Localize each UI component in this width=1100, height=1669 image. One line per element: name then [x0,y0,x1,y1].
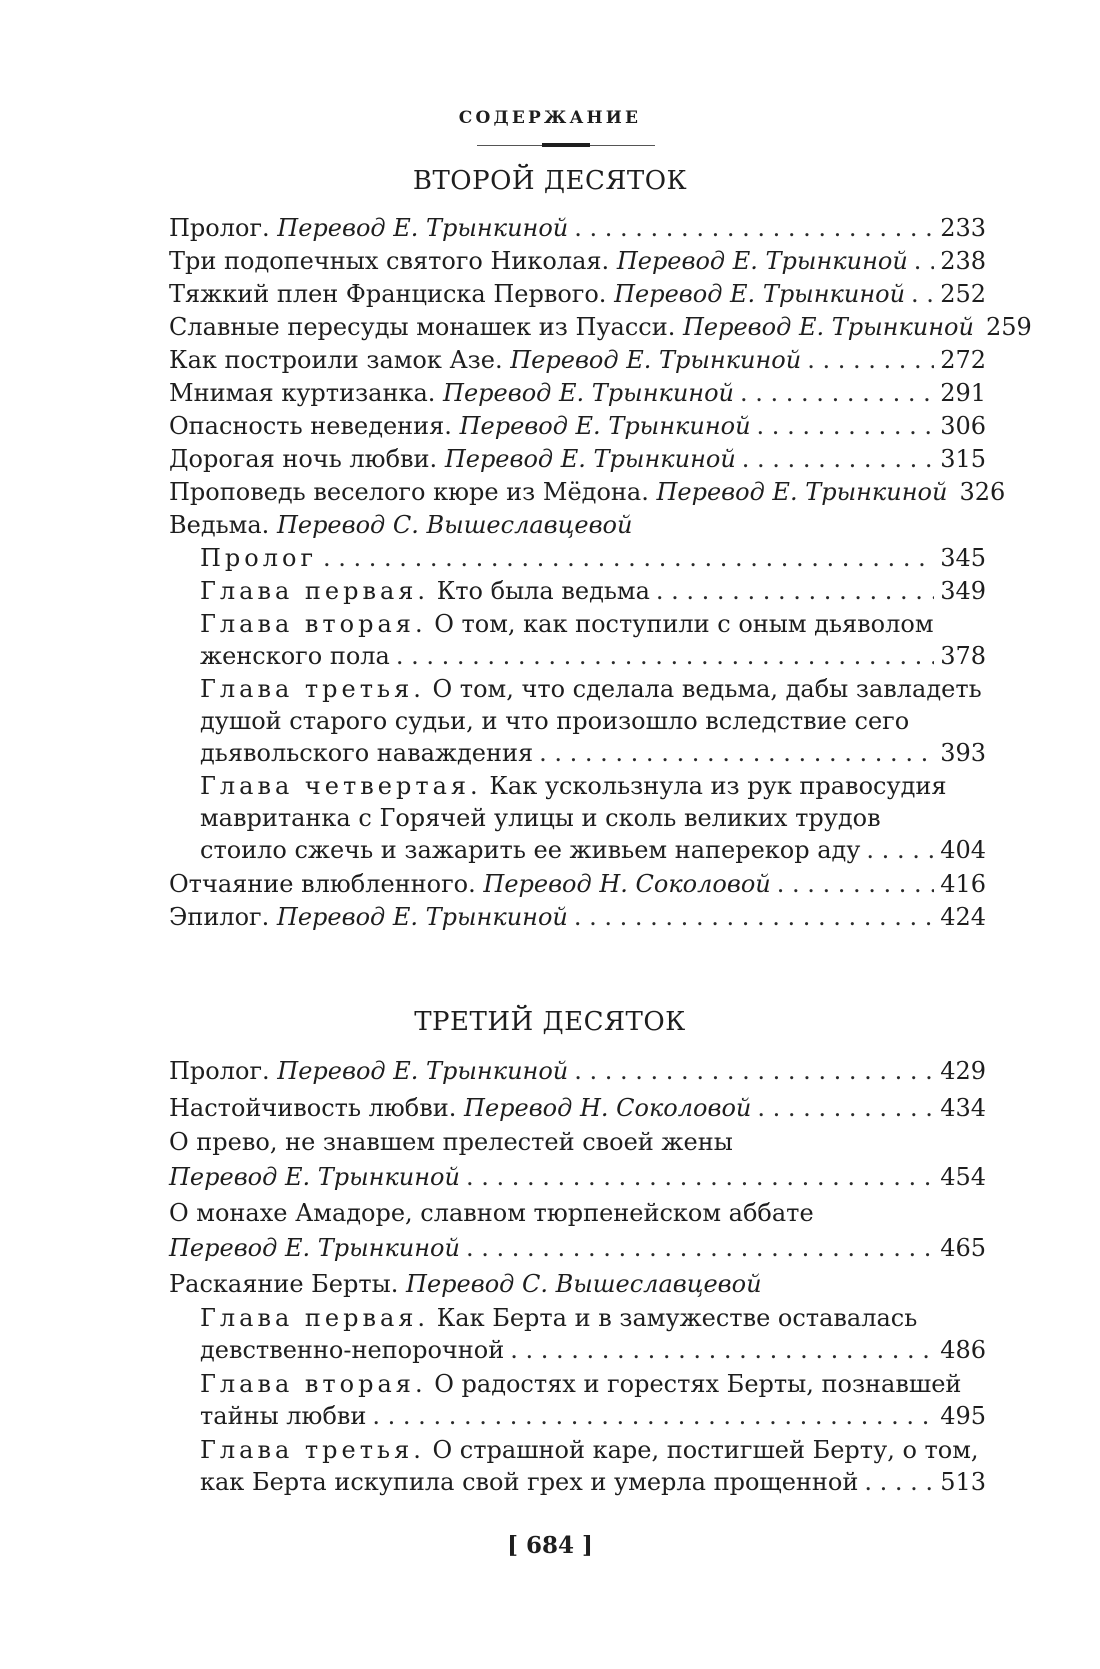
page-number: 393 [940,739,986,767]
page-number: 326 [959,478,1006,506]
dot-leader [740,377,934,409]
dot-leader [914,245,934,277]
entry-translator: Перевод С. Вышеславцевой [406,1270,762,1298]
dot-leader [656,575,934,607]
entry-translator: Перевод Е. Трынкиной [682,313,974,341]
entry-title: Ведьма. [169,511,270,539]
entry-title: Проповедь веселого кюре из Мёдона. [169,478,649,506]
toc-chapter [200,608,986,640]
toc-chapter-continued [200,802,986,834]
toc-entry-continued [169,1161,986,1193]
entry-title: Отчаяние влюбленного. [169,870,476,898]
entry-translator: Перевод Е. Трынкиной [277,214,569,242]
chapter-label: Глава первая. [200,577,430,605]
chapter-text: стоило сжечь и зажарить ее живьем наперекор аду [200,836,861,864]
toc-entry [169,245,986,277]
entry-title: Как построили замок Азе. [169,346,503,374]
page-number: 513 [940,1468,986,1496]
page-number: 486 [940,1336,986,1364]
entry-title: Тяжкий плен Франциска Первого. [169,280,607,308]
entry-translator: Перевод Е. Трынкиной [169,1234,460,1262]
chapter-label: Глава третья. [200,675,425,703]
chapter-label: Глава вторая. [200,1370,427,1398]
entry-title: Пролог. [169,214,270,242]
chapter-text: дьявольского наваждения [200,739,534,767]
toc-entry [169,377,986,409]
entry-translator: Перевод Е. Трынкиной [276,903,568,931]
entry-title: О прево, не знавшем прелестей своей жены [169,1128,733,1156]
page-number: 429 [940,1057,986,1085]
chapter-label: Глава вторая. [200,610,427,638]
page-number: 345 [940,544,986,572]
entry-translator: Перевод Н. Соколовой [464,1094,752,1122]
dot-leader [466,1161,934,1193]
entry-translator: Перевод Е. Трынкиной [443,379,735,407]
entry-title: Пролог. [169,1057,270,1085]
chapter-text: мавританка с Горячей улицы и сколь великих трудов [200,804,881,832]
page-number: 349 [940,577,986,605]
chapter-label: Глава третья. [200,1436,425,1464]
toc-entry [169,278,986,310]
toc-entry-continued [169,1232,986,1264]
page-number: 238 [940,247,986,275]
dot-leader [323,542,934,574]
entry-translator: Перевод Е. Трынкиной [459,412,751,440]
toc-entry [169,1197,986,1229]
dot-leader [864,1466,934,1498]
header-rule-accent [542,143,590,147]
entry-translator: Перевод С. Вышеславцевой [276,511,633,539]
page-number: 454 [940,1163,986,1191]
chapter-text: О радостях и горестях Берты, познавшей [434,1370,962,1398]
page-number: 272 [940,346,986,374]
running-head: СОДЕРЖАНИЕ [458,108,642,128]
toc-entry [169,901,986,933]
toc-entry [169,1092,986,1124]
section-title-second-ten: ВТОРОЙ ДЕСЯТОК [412,166,688,196]
chapter-text: Как Берта и в замужестве оставалась [436,1304,918,1332]
entry-title: Мнимая куртизанка. [169,379,436,407]
entry-title: Настойчивость любви. [169,1094,457,1122]
toc-entry [169,344,986,376]
page-number: 404 [940,836,986,864]
entry-translator: Перевод Е. Трынкиной [656,478,948,506]
page-number: 378 [940,642,986,670]
dot-leader [742,443,934,475]
chapter-label: Глава первая. [200,1304,430,1332]
toc-entry [169,1126,986,1158]
chapter-text: О страшной каре, постигшей Берту, о том, [432,1436,979,1464]
toc-entry [169,1055,986,1087]
dot-leader [396,640,934,672]
chapter-text: Как ускользнула из рук правосудия [489,772,947,800]
toc-entry [169,311,1032,343]
dot-leader [372,1400,934,1432]
chapter-text: девственно-непорочной [200,1336,505,1364]
toc-entry [169,868,986,900]
toc-entry [169,443,986,475]
toc-entry [169,410,986,442]
page-number: 465 [940,1234,986,1262]
entry-translator: Перевод Е. Трынкиной [444,445,736,473]
toc-chapter-continued [200,1334,986,1366]
page-number: 259 [985,313,1032,341]
dot-leader [757,1092,934,1124]
entry-title: Славные пересуды монашек из Пуасси. [169,313,676,341]
entry-translator: Перевод Н. Соколовой [483,870,771,898]
entry-translator: Перевод Е. Трынкиной [510,346,802,374]
toc-chapter [200,542,986,574]
toc-chapter-continued [200,640,986,672]
page-number: 424 [940,903,986,931]
chapter-label: Глава четвертая. [200,772,482,800]
dot-leader [539,737,934,769]
toc-chapter [200,673,986,705]
toc-chapter [200,770,986,802]
chapter-text: Кто была ведьма [436,577,650,605]
page-number: 291 [940,379,986,407]
entry-translator: Перевод Е. Трынкиной [616,247,908,275]
entry-title: Опасность неведения. [169,412,452,440]
chapter-text: О том, что сделала ведьма, дабы завладеть [432,675,982,703]
page-number: 252 [940,280,986,308]
dot-leader [574,901,934,933]
entry-title: Дорогая ночь любви. [169,445,438,473]
page-number: 495 [940,1402,986,1430]
chapter-text: О том, как поступили с оным дьяволом [434,610,934,638]
toc-entry-parent [169,509,986,541]
chapter-text: женского пола [200,642,390,670]
dot-leader [757,410,935,442]
entry-translator: Перевод Е. Трынкиной [169,1163,460,1191]
toc-chapter [200,1302,986,1334]
chapter-text: как Берта искупила свой грех и умерла прощенной [200,1468,859,1496]
page-number: 233 [940,214,986,242]
page-number: 315 [940,445,986,473]
dot-leader [510,1334,934,1366]
dot-leader [866,834,934,866]
toc-chapter-continued [200,1466,986,1498]
dot-leader [574,1055,934,1087]
section-title-third-ten: ТРЕТИЙ ДЕСЯТОК [414,1007,686,1037]
dot-leader [777,868,934,900]
chapter-label: Пролог [200,544,318,572]
chapter-text: душой старого судьи, и что произошло вследствие сего [200,707,910,735]
toc-chapter-continued [200,737,986,769]
dot-leader [911,278,934,310]
toc-chapter [200,1434,986,1466]
toc-entry-parent [169,1268,986,1300]
dot-leader [574,212,934,244]
toc-chapter [200,1368,986,1400]
toc-chapter-continued [200,834,986,866]
toc-chapter-continued [200,705,986,737]
toc-entry [169,476,1006,508]
toc-entry [169,212,986,244]
entry-translator: Перевод Е. Трынкиной [277,1057,569,1085]
entry-title: Эпилог. [169,903,270,931]
toc-chapter [200,575,986,607]
folio-page-number: [ 684 ] [507,1532,593,1559]
page-number: 434 [940,1094,986,1122]
dot-leader [807,344,934,376]
page-number: 306 [940,412,986,440]
entry-title: Раскаяние Берты. [169,1270,399,1298]
toc-chapter-continued [200,1400,986,1432]
dot-leader [466,1232,934,1264]
page-number: 416 [940,870,986,898]
entry-title: О монахе Амадоре, славном тюрпенейском аббате [169,1199,814,1227]
entry-title: Три подопечных святого Николая. [169,247,610,275]
chapter-text: тайны любви [200,1402,367,1430]
entry-translator: Перевод Е. Трынкиной [614,280,906,308]
